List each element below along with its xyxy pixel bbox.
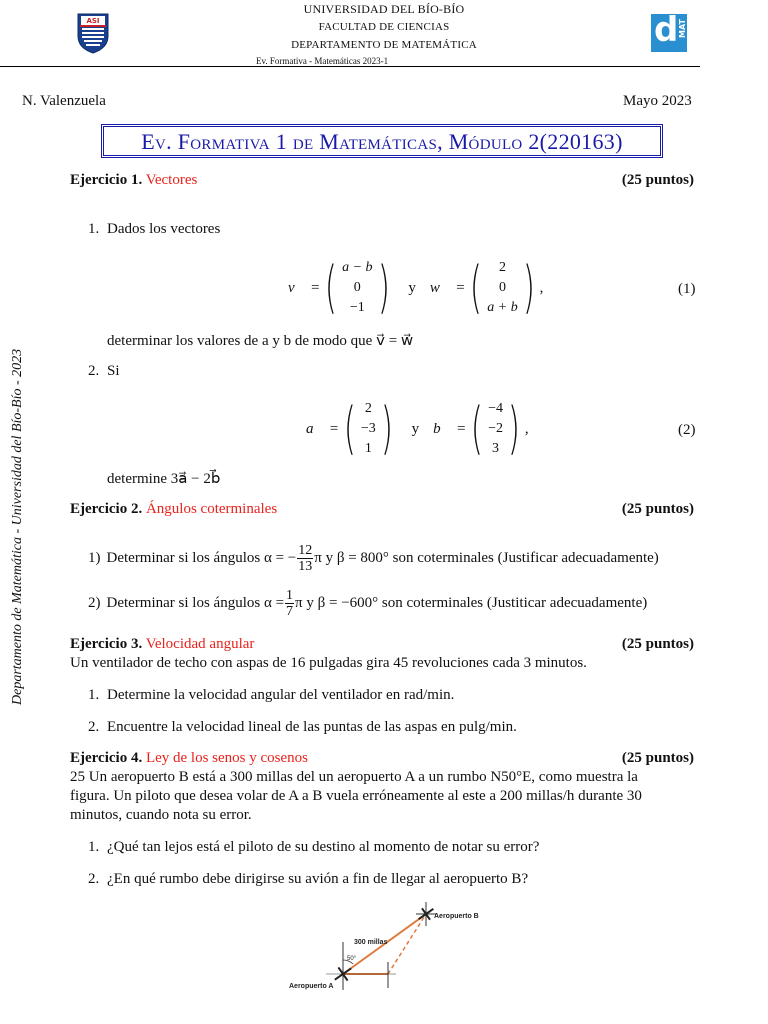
eq1-w-entry: a + b — [487, 300, 518, 315]
eq2-a-symbol: a⃗ = — [306, 420, 340, 437]
ex2-item1 — [88, 543, 659, 574]
ex3-item1: Determine la velocidad angular del ventilador en rad/min. — [107, 687, 455, 703]
eq1-w-entry: 2 — [499, 260, 506, 275]
label-airport-b: Aeropuerto B — [434, 913, 479, 920]
ex3-intro: Un ventilador de techo con aspas de 16 pulgadas gira 45 revoluciones cada 3 minutos. — [70, 655, 587, 671]
eq1-joiner: y — [408, 279, 416, 296]
ex1-topic: Vectores — [145, 172, 198, 188]
ex1-heading — [70, 172, 197, 189]
ex4-line3: minutos, cuando nota su error. — [70, 807, 252, 823]
ex4-item2-num: 2. — [88, 871, 100, 887]
eq1-w-vector: ( 2 0 a + b ) — [470, 255, 535, 320]
ex1-item2-after: determine 3a⃗ − 2b⃗ — [107, 471, 221, 487]
svg-text:ASI: ASI — [86, 17, 100, 25]
header-university: UNIVERSIDAD DEL BÍO-BÍO — [303, 2, 465, 16]
eq2-joiner: y — [411, 420, 420, 437]
equation-2: a⃗ = ( 2 −3 1 ) y b⃗ = ( −4 −2 3 ) , — [306, 396, 529, 461]
ex3-heading — [70, 636, 254, 653]
sidebar-vertical-text: Departamento de Matemática - Universidad del Bío-Bío - 2023 — [10, 348, 25, 705]
ex2-item2-frac-num: 1 — [286, 588, 294, 603]
ex1-item1-num: 1. — [88, 221, 100, 237]
ex2-item2-pre: Determinar si los ángulos α = — [106, 595, 285, 611]
author: N. Valenzuela — [22, 93, 106, 109]
ex4-heading — [70, 750, 308, 767]
ex2-item1-frac-num: 12 — [298, 543, 313, 558]
ex2-item1-pre: Determinar si los ángulos α = − — [106, 550, 297, 566]
eq2-a-entry: −3 — [360, 421, 376, 436]
ex1-label: Ejercicio 1. — [70, 172, 143, 188]
ex3-item1-num: 1. — [88, 687, 100, 703]
label-distance: 300 millas — [354, 939, 388, 946]
ex2-item1-frac-den: 13 — [298, 559, 313, 574]
ex3-label: Ejercicio 3. — [70, 636, 143, 652]
eq1-v-entry: a − b — [342, 260, 373, 275]
ex3-topic: Velocidad angular — [145, 636, 255, 652]
header-rule — [0, 66, 700, 67]
ex4-item2: ¿En qué rumbo debe dirigirse su avión a fin de llegar al aeropuerto B? — [107, 871, 529, 887]
eq1-v-entry: 0 — [353, 280, 361, 295]
ex3-item2: Encuentre la velocidad lineal de las puntas de las aspas en pulg/min. — [107, 719, 517, 735]
eq2-a-entry: 1 — [364, 441, 372, 456]
ex4-points: (25 puntos) — [621, 750, 694, 766]
ex2-points: (25 puntos) — [621, 501, 694, 517]
ex3-points: (25 puntos) — [621, 636, 694, 652]
eq1-v-entry: −1 — [349, 300, 365, 315]
header-department: DEPARTAMENTO DE MATEMÁTICA — [291, 39, 477, 51]
ex4-line2: figura. Un piloto que desea volar de A a B vuela erróneamente al este a 200 millas/h durante 30 — [70, 788, 642, 804]
ex3-item2-num: 2. — [88, 719, 100, 735]
eq2-a-vector: ( 2 −3 1 ) — [343, 396, 393, 461]
ex2-heading — [70, 501, 277, 518]
eq2-b-entry: −4 — [488, 401, 503, 416]
eq1-w-symbol: w⃗ = — [429, 279, 466, 296]
ex2-item1-fraction — [297, 543, 313, 574]
eq1-tag: (1) — [678, 281, 696, 297]
ex4-item1: ¿Qué tan lejos está el piloto de su destino al momento de notar su error? — [107, 839, 540, 855]
airport-figure — [286, 900, 496, 1000]
ex4-item1-num: 1. — [88, 839, 100, 855]
label-angle: 50° — [347, 956, 357, 962]
eq2-b-vector: ( −4 −2 3 ) — [471, 396, 520, 461]
date: Mayo 2023 — [623, 93, 692, 109]
ex2-topic: Ángulos coterminales — [145, 501, 278, 517]
ex2-item2-num: 2) — [88, 595, 101, 611]
eq2-b-entry: 3 — [492, 441, 500, 456]
ex4-label: Ejercicio 4. — [70, 750, 143, 766]
ex2-item2-fraction — [285, 588, 294, 619]
ex2-item2-post: π y β = −600° son coterminales (Justiticar adecuadamente) — [295, 595, 648, 611]
ex1-item1-after: determinar los valores de a y b de modo que v⃗ = w⃗ — [107, 333, 414, 349]
eq1-w-entry: 0 — [499, 280, 506, 295]
eq1-v-symbol: v⃗ = — [288, 279, 321, 296]
ex1-item2-num: 2. — [88, 363, 100, 379]
eq2-b-symbol: b⃗ = — [433, 420, 467, 437]
ex1-item2-text: Si — [107, 363, 120, 379]
ex2-item2 — [88, 588, 647, 619]
dmat-logo-text: MAT — [678, 19, 687, 38]
ex4-topic: Ley de los senos y cosenos — [145, 750, 309, 766]
dmat-logo — [651, 10, 687, 52]
header-faculty: FACULTAD DE CIENCIAS — [318, 21, 450, 33]
ex2-item2-frac-den: 7 — [286, 604, 294, 619]
equation-1: v⃗ = ( a − b 0 −1 ) y w⃗ = ( 2 0 a + b ) , — [288, 255, 544, 320]
ex4-line1: 25 Un aeropuerto B está a 300 millas del un aeropuerto A a un rumbo N50°E, como muestra la — [70, 769, 638, 785]
eq2-b-entry: −2 — [488, 421, 503, 436]
ex2-item1-post: π y β = 800° son coterminales (Justificar adecuadamente) — [314, 550, 659, 566]
dmat-logo-letter: d — [654, 10, 679, 50]
route-correction — [388, 914, 426, 974]
eq2-a-entry: 2 — [364, 401, 372, 416]
header-running-title: Ev. Formativa - Matemáticas 2023-1 — [256, 56, 389, 66]
ex2-item1-num: 1) — [88, 550, 101, 566]
ex2-label: Ejercicio 2. — [70, 501, 143, 517]
ex1-item1-text: Dados los vectores — [107, 221, 221, 237]
exam-title: Ev. Formativa 1 de Matemáticas, Módulo 2(220163) — [101, 124, 663, 158]
eq1-v-vector: ( a − b 0 −1 ) — [325, 255, 390, 320]
eq2-tag: (2) — [678, 422, 696, 438]
ex1-points: (25 puntos) — [621, 172, 694, 188]
label-airport-a: Aeropuerto A — [289, 983, 334, 990]
